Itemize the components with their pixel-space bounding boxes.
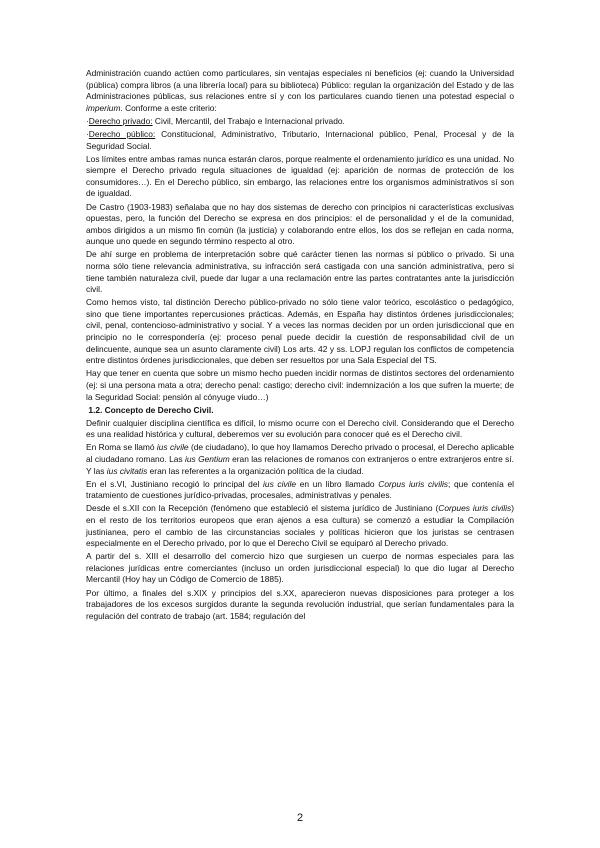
paragraph: Desde el s.XII con la Recepción (fenómeno que estableció el sistema jurídico de Justiniano (Corpues iuris civilis) en el resto de los territorios europeos que eran ajenos a esa cultura) se comenzó a estudiar la Compilación justinianea, pero el cambio de las circunstancias sociales y políticas hicieron que los juristas se centrasen especialmente en el Derecho privado, por lo que el Derecho Civil se equiparó al Derecho privado.	[86, 503, 514, 549]
page-number: 2	[296, 812, 304, 824]
paragraph: Administración cuando actúen como particulares, sin ventajas especiales ni beneficios (ej: cuando la Universidad (pública) compra libros (a una librería local) para su biblioteca) Público: regulan la organización del Estado y de las Administraciones públicas, sus relaciones entre sí y con los particulares cuando tienen una potestad especial o imperium. Conforme a este criterio:	[86, 68, 514, 113]
paragraph: En Roma se llamó ius civile (de ciudadano), lo que hoy llamamos Derecho privado o procesal, el Derecho aplicable al ciudadano romano. Las ius Gentium eran las relaciones de romanos con extranjeros o entre extranjeros entre sí. Y las ius civitatis eran las referentes a la organización política de la ciudad.	[86, 442, 515, 476]
paragraph: De ahí surge en problema de interpretación sobre qué carácter tienen las normas si público o privado. Si una norma sólo tiene relevancia administrativa, su infracción será castigada con una sanción administrativa, pero si tiene también naturaleza civil, puede dar lugar a una reclamación entre las partes contratantes ante la jurisdicción civil.	[86, 249, 514, 295]
paragraph: Como hemos visto, tal distinción Derecho público-privado no sólo tiene valor teórico, escolástico o pedagógico, sino que tiene importantes repercusiones prácticas. Además, en España hay distintos órdenes jurisdiccionales; civil, penal, contencioso-administrativo y social. Y a veces las normas deciden por un orden jurisdiccional que en principio no le correspondería (ej: proceso penal puede decidir la cuestión de responsabilidad civil de un delincuente, aunque sea un asunto claramente civil) Los arts. 42 y ss. LOPJ regulan los conflictos de competencia entre distintos órdenes jurisdiccionales, que deben ser resueltos por una Sala Especial del TS.	[86, 297, 514, 366]
paragraph: Hay que tener en cuenta que sobre un mismo hecho pueden incidir normas de distintos sectores del ordenamiento (ej: si una persona mata a otra; derecho penal: castigo; derecho civil: indemnización a los que sufren la muerte; de la Seguridad Social: pensión al cónyuge viudo…)	[86, 368, 514, 402]
paragraph: A partir del s. XIII el desarrollo del comercio hizo que surgiesen un cuerpo de normas especiales para las relaciones jurídicas entre comerciantes (incluso un orden jurisdiccional especial) lo que dio lugar al Derecho Mercantil (Hoy hay un Código de Comercio de 1885).	[86, 551, 514, 585]
paragraph: En el s.VI, Justiniano recogió lo principal del ius civile en un libro llamado Corpus iuris civilis; que contenía el tratamiento de cuestiones jurídico-privadas, procesales, administrativas y penales.	[86, 478, 514, 501]
list-item-private-law: ·Derecho privado: Civil, Mercantil, del Trabajo e Internacional privado.	[86, 115, 345, 126]
paragraph: Por último, a finales del s.XIX y principios del s.XX, aparecieron nuevas disposiciones para proteger a los trabajadores de los excesos surgidos durante la segunda revolución industrial, que serían fundamentales para la regulación del contrato de trabajo (art. 1584; regulación del	[86, 587, 514, 621]
list-item-public-law: ·Derecho público: Constitucional, Administrativo, Tributario, Internacional público, Penal, Procesal y de la Seguridad Social.	[86, 128, 514, 151]
paragraph: De Castro (1903-1983) señalaba que no hay dos sistemas de derecho con principios ni características exclusivas opuestas, pero, la función del Derecho se expresa en dos principios: el de personalidad y el de la comunidad, ambos dirigidos a un mismo fin común (la justicia) y colaborando entre ellos, los dos se reflejan en cada norma, aunque uno quede en segundo término respecto al otro.	[86, 201, 514, 247]
document-page	[86, 68, 514, 624]
paragraph: Definir cualquier disciplina científica es difícil, lo mismo ocurre con el Derecho civil. Considerando que el Derecho es una realidad histórica y cultural, deberemos ver su evolución para conocer qué es el Derecho civil.	[86, 417, 514, 440]
section-heading: 1.2. Concepto de Derecho Civil.	[88, 404, 214, 415]
paragraph: Los límites entre ambas ramas nunca estarán claros, porque realmente el ordenamiento jurídico es una unidad. No siempre el Derecho privado regula situaciones de igualdad (ej: aparición de normas de protección de los consumidores…). En el Derecho público, sin embargo, las relaciones entre los organismos administrativos sí son de igualdad.	[86, 153, 514, 199]
